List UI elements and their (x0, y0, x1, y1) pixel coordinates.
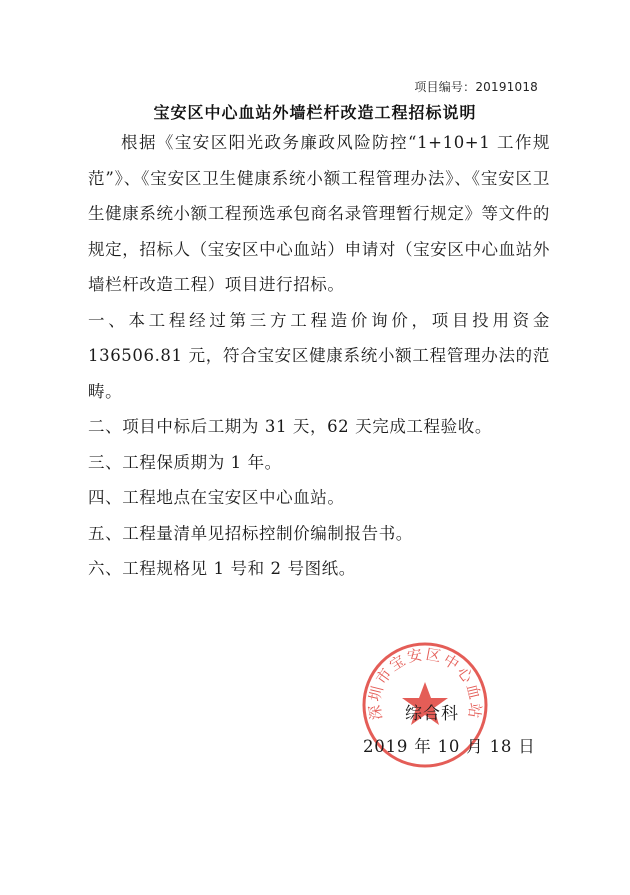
document-title: 宝安区中心血站外墙栏杆改造工程招标说明 (153, 103, 477, 122)
document-body (88, 125, 550, 587)
intro-paragraph: 根据《宝安区阳光政务廉政风险防控“1+10+1 工作规范”》、《宝安区卫生健康系统小额工程管理办法》、《宝安区卫生健康系统小额工程预选承包商名录管理暂行规定》等文件的规定，招标人（宝安区中心血站）申请对（宝安区中心血站外墙栏杆改造工程）项目进行招标。 (88, 133, 550, 294)
item-paragraph-4: 四、工程地点在宝安区中心血站。 (88, 488, 345, 507)
issue-date: 2019 年 10 月 18 日 (363, 737, 536, 756)
item-paragraph-6: 六、工程规格见 1 号和 2 号图纸。 (88, 559, 356, 578)
item-paragraph-1: 一、本工程经过第三方工程造价询价，项目投用资金136506.81 元，符合宝安区健康系统小额工程管理办法的范畴。 (88, 310, 550, 401)
item-paragraph-5: 五、工程量清单见招标控制价编制报告书。 (88, 523, 413, 543)
project-number: 项目编号：20191018 (414, 80, 538, 94)
item-paragraph-3: 三、工程保质期为 1 年。 (88, 452, 282, 472)
seal-text: 深圳市宝安区中心血站 (365, 645, 485, 722)
signature-block (355, 683, 555, 773)
item-paragraph-2: 二、项目中标后工期为 31 天，62 天完成工程验收。 (88, 417, 492, 436)
issuing-department: 综合科 (405, 704, 459, 724)
